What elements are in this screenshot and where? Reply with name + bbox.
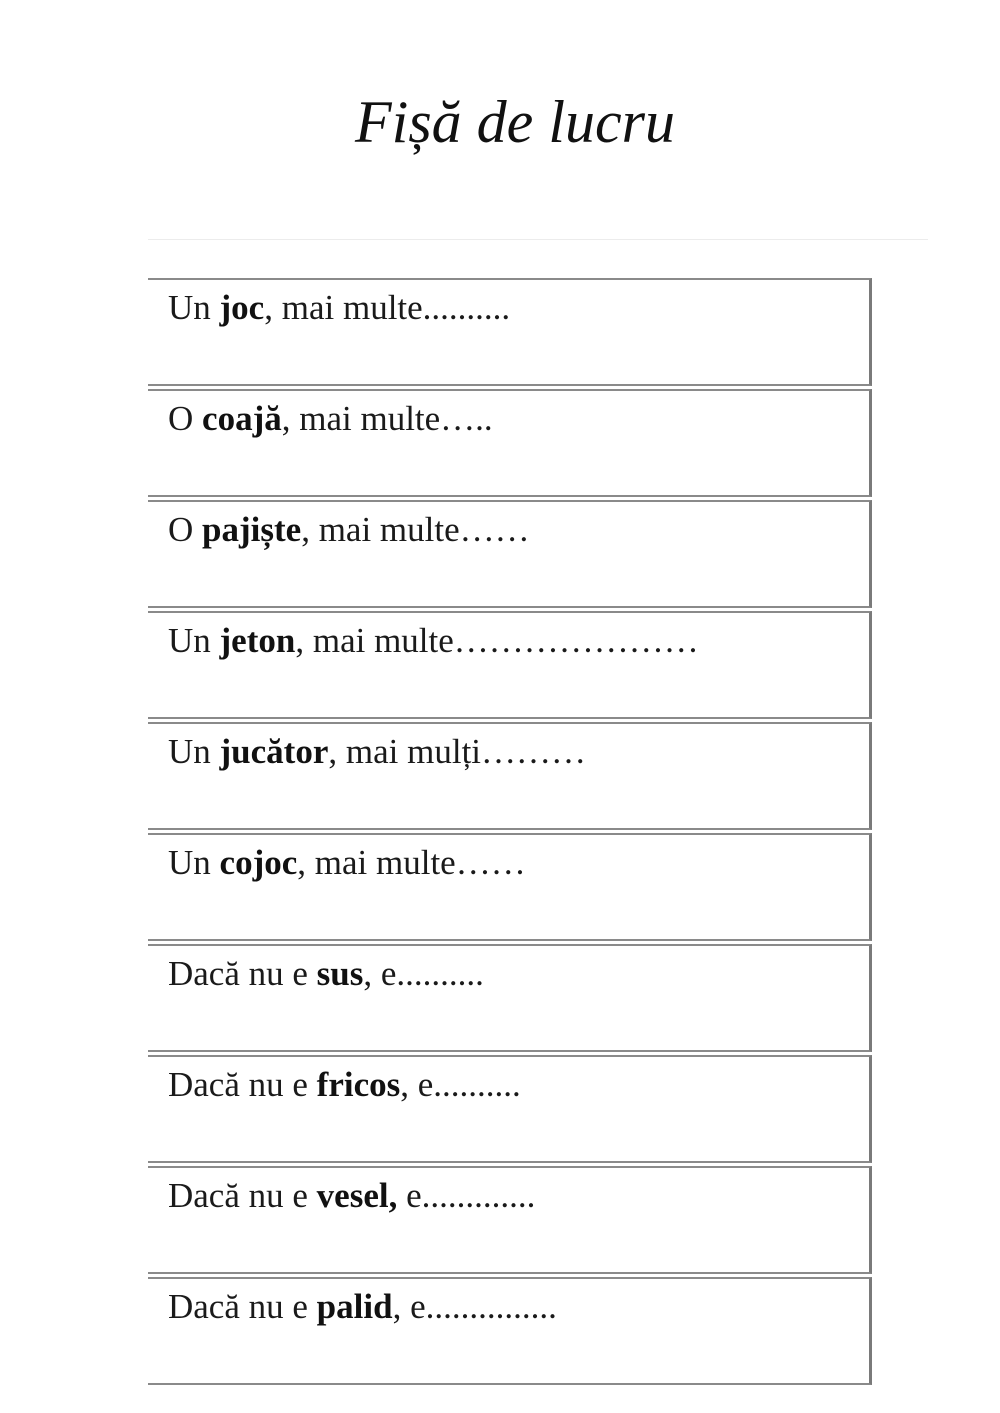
- answer-input[interactable]: [168, 891, 859, 935]
- exercise-row: [148, 389, 872, 497]
- prompt-suffix: , mai multe……: [301, 510, 530, 549]
- exercise-row: [148, 1166, 872, 1274]
- exercise-prompt: [168, 1174, 535, 1218]
- prompt-prefix: O: [168, 399, 203, 438]
- exercise-row: [148, 500, 872, 608]
- prompt-prefix: Un: [168, 843, 220, 882]
- exercise-row: [148, 278, 872, 386]
- answer-input[interactable]: [168, 447, 859, 491]
- answer-input[interactable]: [168, 1335, 859, 1379]
- keyword: jeton: [219, 621, 296, 660]
- keyword: vesel,: [316, 1176, 398, 1215]
- prompt-suffix: , mai multe..........: [264, 288, 511, 327]
- exercise-list: [148, 278, 872, 1385]
- prompt-prefix: Un: [168, 732, 220, 771]
- divider: [148, 239, 928, 240]
- exercise-prompt: [168, 952, 484, 996]
- prompt-prefix: Dacă nu e: [168, 1065, 317, 1104]
- keyword: palid: [316, 1287, 393, 1326]
- exercise-prompt: [168, 730, 586, 774]
- exercise-prompt: [168, 619, 699, 663]
- keyword: fricos: [316, 1065, 401, 1104]
- prompt-suffix: e.............: [397, 1176, 536, 1215]
- prompt-suffix: , mai mulți………: [328, 732, 587, 771]
- prompt-prefix: Dacă nu e: [168, 954, 317, 993]
- prompt-prefix: Un: [168, 288, 220, 327]
- prompt-suffix: , mai multe…………………: [295, 621, 699, 660]
- exercise-prompt: [168, 1285, 557, 1329]
- prompt-prefix: Un: [168, 621, 220, 660]
- prompt-suffix: , e..........: [400, 1065, 521, 1104]
- prompt-suffix: , mai multe…..: [281, 399, 493, 438]
- exercise-row: [148, 1055, 872, 1163]
- answer-input[interactable]: [168, 558, 859, 602]
- prompt-suffix: , e...............: [392, 1287, 557, 1326]
- answer-input[interactable]: [168, 1224, 859, 1268]
- page-title: Fișă de lucru: [355, 89, 675, 155]
- answer-input[interactable]: [168, 1002, 859, 1046]
- prompt-prefix: Dacă nu e: [168, 1287, 317, 1326]
- exercise-prompt: [168, 397, 493, 441]
- prompt-suffix: , mai multe……: [297, 843, 526, 882]
- exercise-row: [148, 722, 872, 830]
- exercise-prompt: [168, 286, 510, 330]
- keyword: cojoc: [219, 843, 298, 882]
- exercise-prompt: [168, 1063, 521, 1107]
- exercise-row: [148, 1277, 872, 1385]
- answer-input[interactable]: [168, 1113, 859, 1157]
- exercise-row: [148, 944, 872, 1052]
- keyword: joc: [219, 288, 265, 327]
- keyword: coajă: [202, 399, 282, 438]
- exercise-row: [148, 833, 872, 941]
- keyword: sus: [316, 954, 364, 993]
- prompt-suffix: , e..........: [363, 954, 484, 993]
- prompt-prefix: Dacă nu e: [168, 1176, 317, 1215]
- answer-input[interactable]: [168, 780, 859, 824]
- keyword: jucător: [219, 732, 329, 771]
- prompt-prefix: O: [168, 510, 203, 549]
- exercise-row: [148, 611, 872, 719]
- answer-input[interactable]: [168, 336, 859, 380]
- exercise-prompt: [168, 508, 530, 552]
- answer-input[interactable]: [168, 669, 859, 713]
- exercise-prompt: [168, 841, 526, 885]
- keyword: pajiște: [202, 510, 302, 549]
